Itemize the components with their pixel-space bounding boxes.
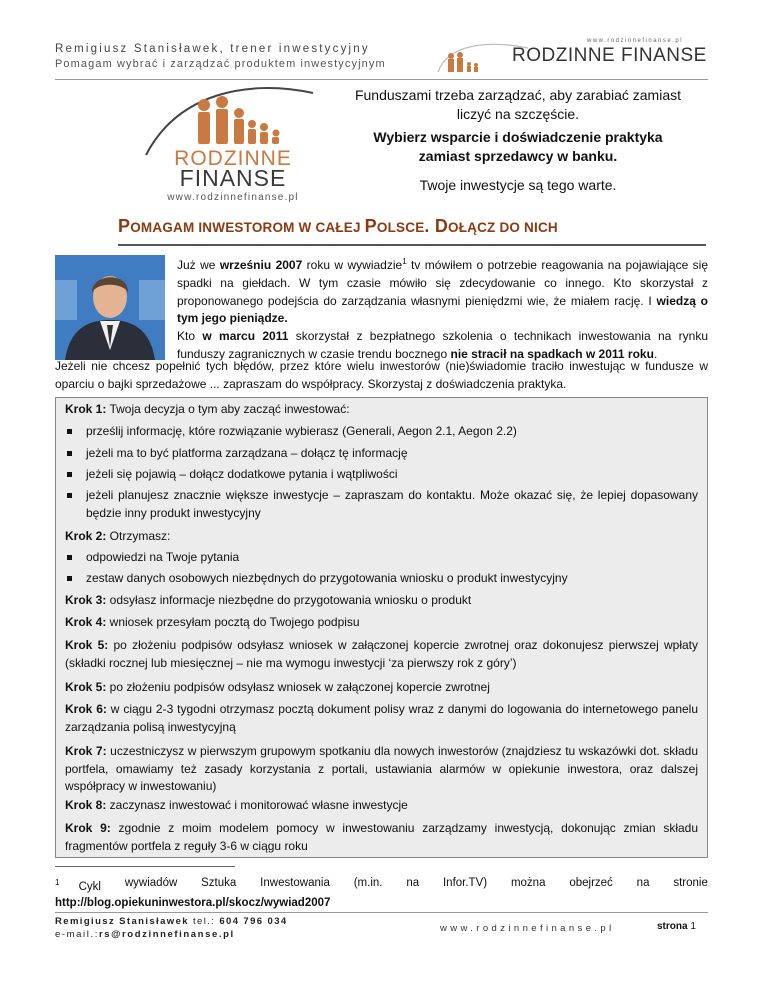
step-8: Krok 8: zaczynasz inwestować i monitorować własne inwestycje (65, 798, 408, 812)
bullet-icon (67, 472, 72, 477)
step-1: Krok 1: Twoja decyzja o tym aby zacząć inwestować: (65, 402, 350, 416)
list-item: jeżeli ma to być platforma zarządzana – dołącz tę informację (65, 445, 698, 463)
bullet-icon (67, 493, 72, 498)
promo-line-2: Wybierz wsparcie i doświadczenie praktyka zamiast sprzedawcy w banku. (373, 129, 663, 164)
footnote-text: $^1$ Cykl wywiadów Sztuka Inwestowania (m.in. na Infor.TV) można obejrzeć na stronie (55, 877, 708, 893)
intro-text (177, 253, 708, 364)
footer-url[interactable]: www.rodzinnefinanse.pl (440, 923, 615, 934)
step-9: Krok 9: zgodnie z moim modelem pomocy w inwestowaniu zarządzamy inwestycją, dokonując zmian składu fragmentów portfela z reguły 3-6 w ciągu roku (65, 821, 699, 853)
portrait-icon (55, 255, 165, 360)
footnote (55, 875, 708, 911)
invitation-paragraph: Jeżeli nie chcesz popełnić tych błędów, przez które wielu inwestorów (nie)świadomie traciło inwestując w fundusze w oparciu o bajki sprzedażowe ... zapraszam do współpracy. Skorzystaj z doświadczenia praktyka. (55, 359, 708, 391)
page-number: strona 1 (657, 921, 696, 932)
bullet-icon (67, 576, 72, 581)
bullet-icon (67, 451, 72, 456)
header-brand: RODZINNE FINANSE (512, 45, 707, 66)
header-url: www.rodzinnefinanse.pl (587, 38, 684, 44)
banner-cap: P (364, 216, 377, 236)
logo-url: www.rodzinnefinanse.pl (167, 192, 299, 203)
steps-box (55, 397, 708, 858)
list-item: zestaw danych osobowych niezbędnych do przygotowania wniosku o produkt inwestycyjny (65, 570, 698, 588)
footer-divider (55, 912, 708, 913)
promo-line-1: Funduszami trzeba zarządzać, aby zarabiać zamiast liczyć na szczęście. (354, 87, 682, 122)
intro-paragraph-1: Już we wrześniu 2007 roku w wywiadzie$^1$ tv mówiłem o potrzebie reagowania na pojawiające się spadki na giełdach. W tym czasie mówiło się zdecydowanie co innego. Kto skorzystał z proponowanego podejścia do zarządzania własnymi pieniędzmi wie, że miałem rację. I wiedzą o tym jego pieniądze. (177, 257, 709, 326)
step-5b: Krok 5: po złożeniu podpisów odsyłasz wniosek w załączonej kopercie zwrotnej (65, 680, 490, 694)
step-6: Krok 6: w ciągu 2-3 tygodni otrzymasz pocztą dokument polisy wraz z danymi do logowania do internetowego panelu zarządzania polisą inwestycyjną (65, 702, 699, 734)
banner-heading (118, 216, 718, 237)
step-3: Krok 3: odsyłasz informacje niezbędne do przygotowania wniosku o produkt (65, 593, 472, 607)
bullet-icon (67, 555, 72, 560)
banner-divider (118, 244, 706, 246)
step-7: Krok 7: uczestniczysz w pierwszym grupowym spotkaniu dla nowych inwestorów (znajdziesz tu wskazówki dot. składu portfela, omawiamy też zasady korzystania z portali, ustawiania alarmów w opiekunie inwestora, oraz dalszej współpracy w inwestowaniu) (65, 744, 698, 793)
promo-line-3: Twoje inwestycje są tego warte. (419, 177, 617, 193)
list-item: jeżeli się pojawią – dołącz dodatkowe pytania i wątpliwości (65, 466, 698, 484)
step-5a: Krok 5: po złożeniu podpisów odsyłasz wniosek w załączonej kopercie zwrotnej oraz dokonujesz pierwszej wpłaty (składki rocznej lub miesięcznej – nie ma wymogu inwestycji ‘za pierwszy rok z góry’) (65, 638, 699, 670)
banner-text: OLSCE (376, 220, 425, 235)
header-subtitle: Pomagam wybrać i zarządzać produktem inwestycyjnym (55, 58, 386, 70)
banner-cap: D (434, 216, 449, 236)
banner-cap: P (118, 216, 131, 236)
footer-email: e-mail.:rs@rodzinnefinanse.pl (55, 929, 235, 940)
footer-contact: Remigiusz Stanisławek tel.: 604 796 034 (55, 916, 288, 927)
footnote-divider (55, 866, 235, 867)
header-divider (55, 79, 708, 80)
logo-rodzinne: RODZINNE (174, 147, 292, 170)
header-author: Remigiusz Stanisławek, trener inwestycyjny (55, 43, 370, 55)
logo-finanse: FINANSE (179, 165, 287, 191)
banner-text: OŁĄCZ DO NICH (448, 220, 558, 235)
author-photo (55, 255, 165, 360)
list-item: odpowiedzi na Twoje pytania (65, 549, 698, 567)
bullet-icon (67, 429, 72, 434)
footnote-ref: 1 (402, 257, 407, 266)
step-2: Krok 2: Otrzymasz: (65, 529, 171, 543)
list-item: jeżeli planujesz znacznie większe inwestycje – zapraszam do kontaktu. Może okazać się, że lepiej dopasowany będzie inny produkt inwestycyjny (65, 487, 698, 522)
footnote-link[interactable]: http://blog.opiekuninwestora.pl/skocz/wywiad2007 (55, 896, 331, 909)
banner-dot: . (424, 216, 435, 236)
step-4: Krok 4: wniosek przesyłam pocztą do Twojego podpisu (65, 615, 360, 629)
list-item: prześlij informację, które rozwiązanie wybierasz (Generali, Aegon 2.1, Aegon 2.2) (65, 423, 698, 441)
banner-text: OMAGAM INWESTOROM W CAŁEJ (130, 220, 365, 235)
intro-paragraph-2: Kto w marcu 2011 skorzystał z bezpłatnego szkolenia o technikach inwestowania na rynku funduszy zagranicznych w czasie trendu bocznego nie stracił na spadkach w 2011 roku. (177, 329, 708, 361)
